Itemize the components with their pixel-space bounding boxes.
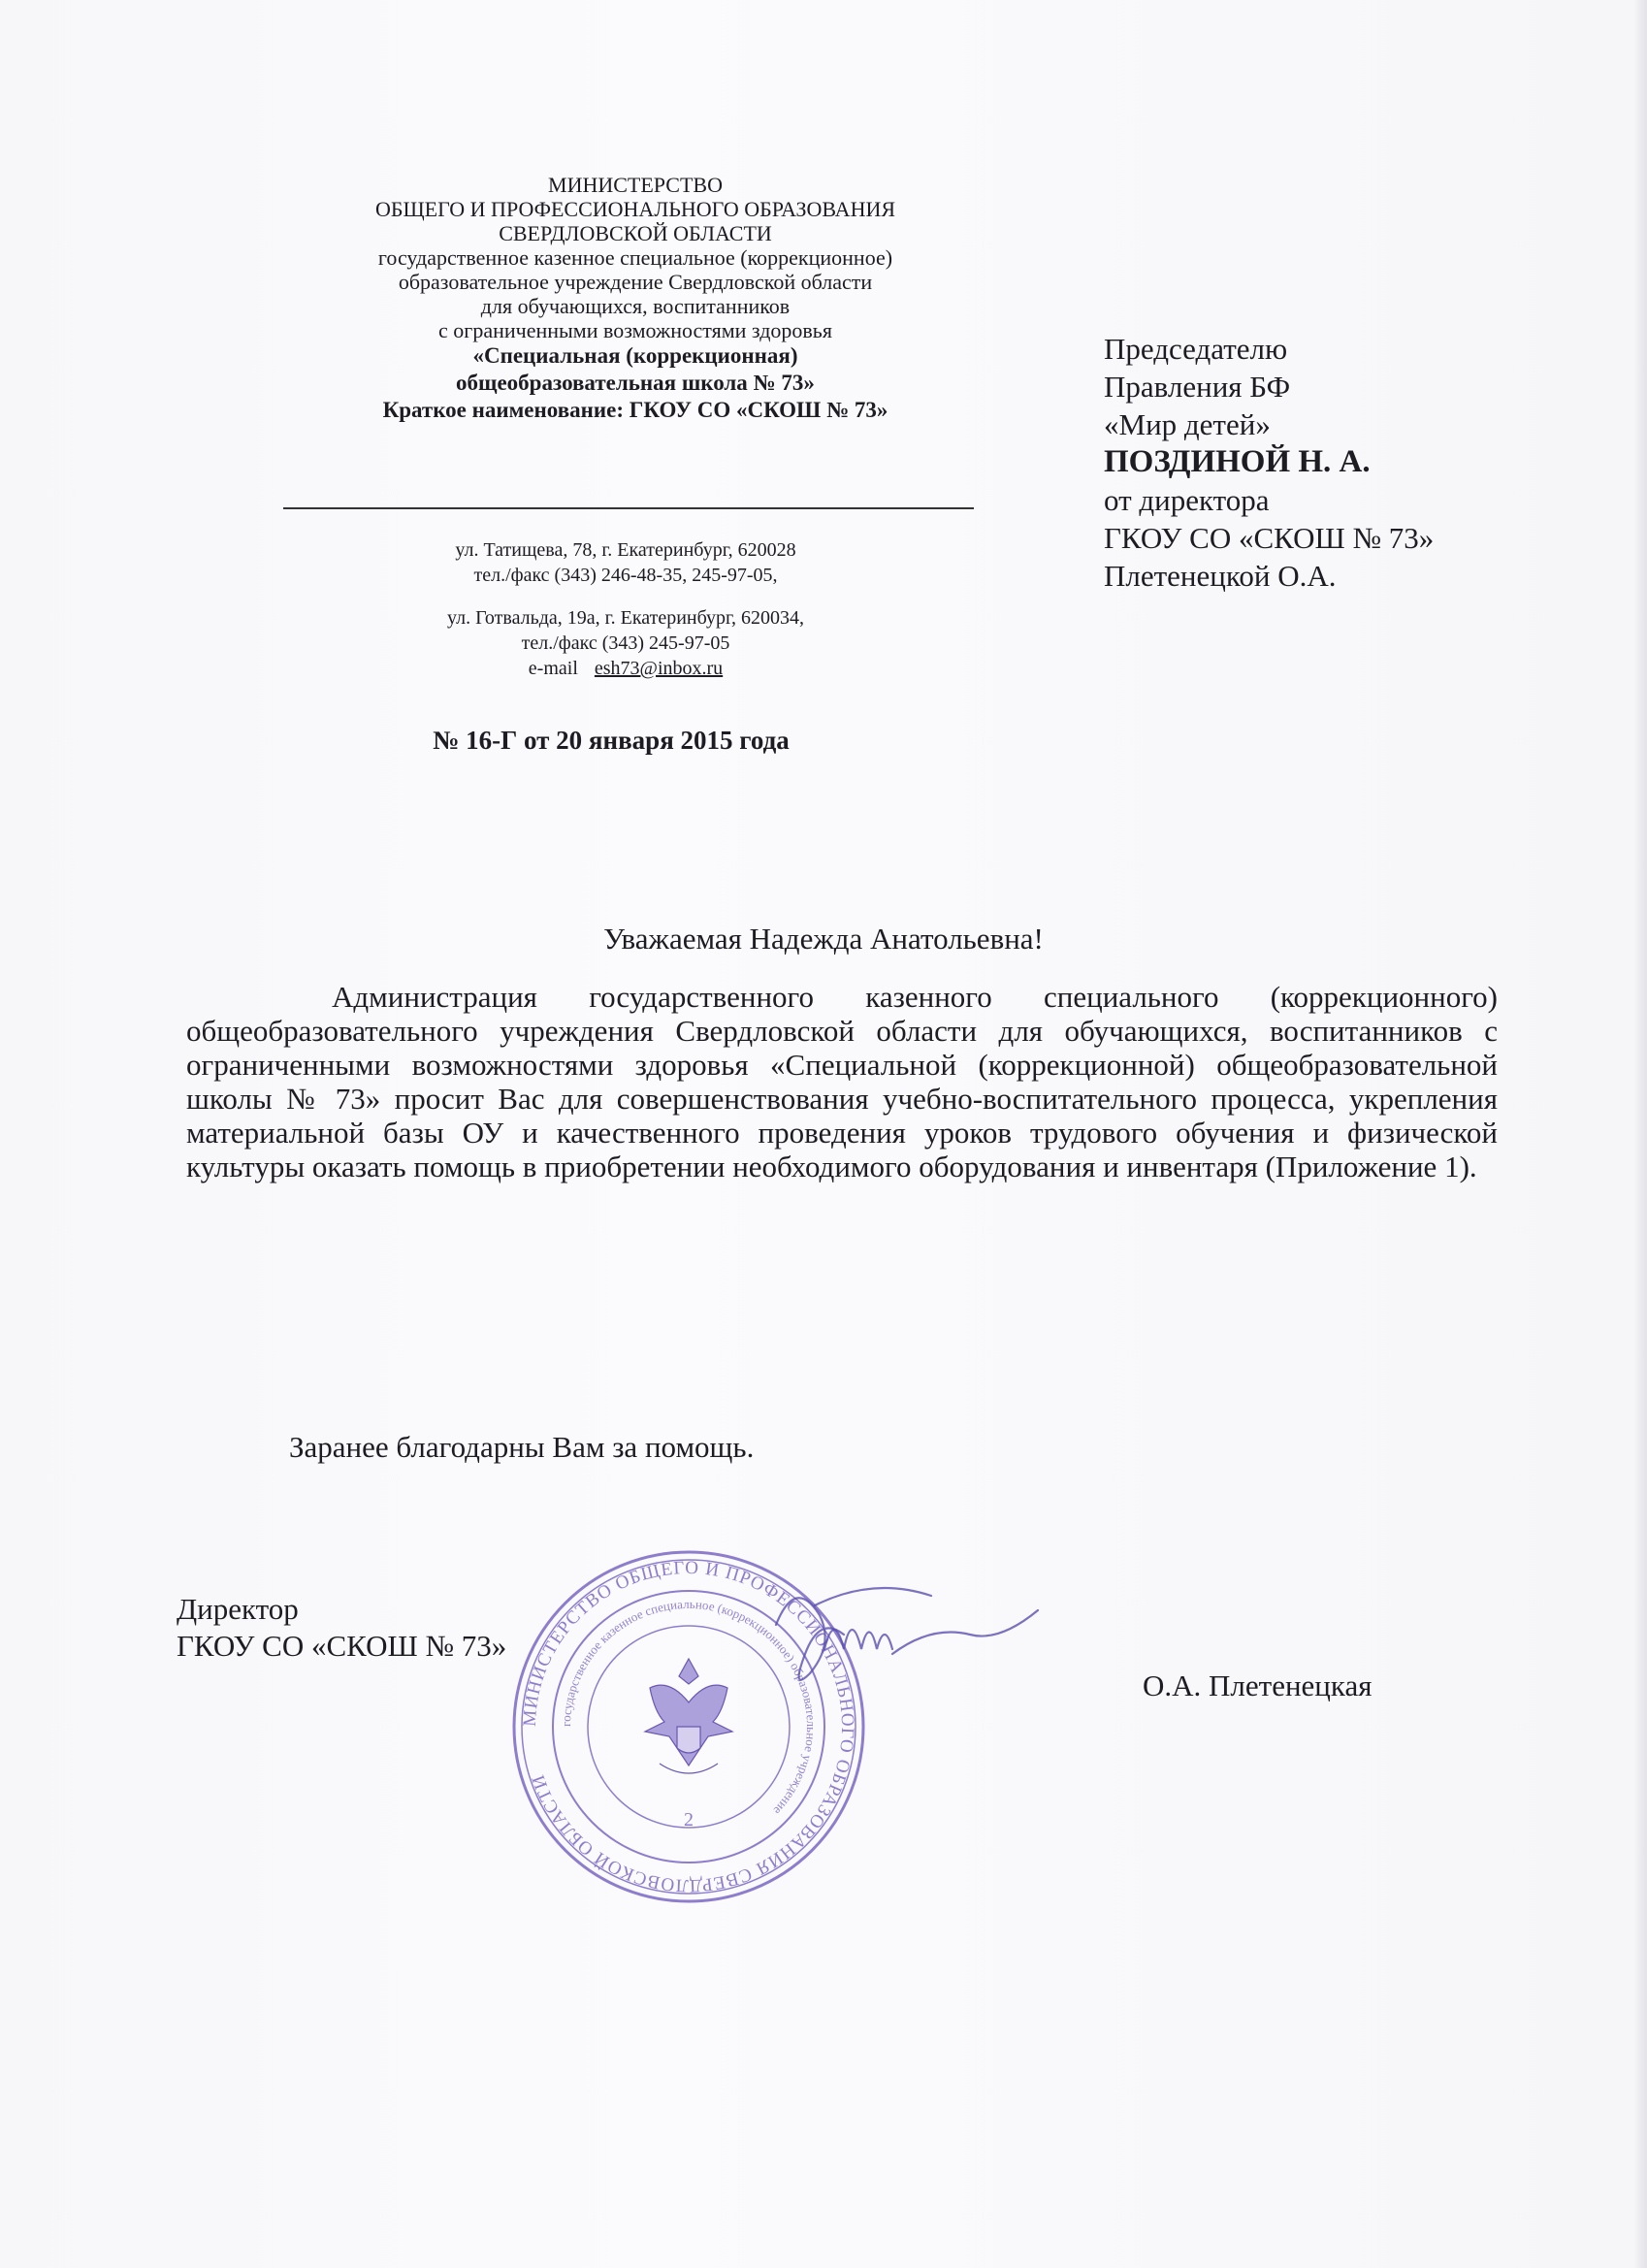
school-name-line: «Специальная (коррекционная) <box>472 343 798 368</box>
email-link[interactable]: esh73@inbox.ru <box>594 658 724 679</box>
address-block <box>330 537 921 681</box>
address-line: ул. Готвальда, 19а, г. Екатеринбург, 620034, <box>447 607 804 629</box>
letterhead-line: образовательное учреждение Свердловской области <box>398 270 873 294</box>
addressee-block <box>1104 330 1531 595</box>
page-edge-shadow <box>1633 0 1647 2268</box>
reference-number: № 16-Г от 20 января 2015 года <box>433 726 790 755</box>
signatory-title-line: ГКОУ СО «СКОШ № 73» <box>177 1629 507 1663</box>
phone-line: тел./факс (343) 245-97-05 <box>521 632 730 654</box>
handwritten-signature <box>757 1567 1048 1707</box>
addressee-line: Плетенецкой О.А. <box>1104 559 1337 593</box>
body-paragraph: Администрация государственного казенного специального (коррекционного) общеобразовательного учреждения Свердловской области для обучающихся, воспитанников с ограниченными возможностями здоровья «Специальной (коррекционной) общеобразовательной школы № 73» просит Вас для совершенствования учебно-воспитательного процесса, укрепления материальной базы ОУ и качественного проведения уроков трудового обучения и физической культуры оказать помощь в приобретении необходимого оборудования и инвентаря (Приложение 1). <box>186 980 1498 1183</box>
stamp-outer-text: МИНИСТЕРСТВО ОБЩЕГО И ПРОФЕССИОНАЛЬНОГО ОБРАЗОВАНИЯ СВЕРДЛОВСКОЙ ОБЛАСТИ <box>519 1557 858 1896</box>
addressee-line: Председателю <box>1104 332 1288 366</box>
addressee-line: Правления БФ <box>1104 370 1291 404</box>
salutation: Уважаемая Надежда Анатольевна! <box>603 922 1044 956</box>
address-line: ул. Татищева, 78, г. Екатеринбург, 620028 <box>455 539 796 561</box>
letterhead-divider <box>283 507 974 509</box>
letterhead-line: ОБЩЕГО И ПРОФЕССИОНАЛЬНОГО ОБРАЗОВАНИЯ <box>374 197 896 221</box>
short-name-line: Краткое наименование: ГКОУ СО «СКОШ № 73» <box>382 398 888 422</box>
email-label: e-mail <box>528 658 578 679</box>
coat-of-arms-icon <box>645 1659 732 1773</box>
letterhead-line: МИНИСТЕРСТВО <box>548 173 723 197</box>
thanks-line: Заранее благодарны Вам за помощь. <box>289 1430 755 1464</box>
letterhead-line: СВЕРДЛОВСКОЙ ОБЛАСТИ <box>499 221 772 245</box>
signatory-name: О.А. Плетенецкая <box>1143 1669 1372 1702</box>
letterhead-line: с ограниченными возможностями здоровья <box>438 318 832 342</box>
signatory-title-line: Директор <box>177 1592 299 1626</box>
addressee-line: ГКОУ СО «СКОШ № 73» <box>1104 521 1435 555</box>
stamp-inner-text: государственное казенное специальное (коррекционное) образовательное учреждение <box>558 1596 820 1819</box>
letterhead <box>281 173 989 424</box>
email-row <box>330 656 921 681</box>
letterhead-line: для обучающихся, воспитанников <box>480 294 791 318</box>
phone-line: тел./факс (343) 246-48-35, 245-97-05, <box>473 565 778 586</box>
letterhead-line: государственное казенное специальное (коррекционное) <box>377 245 893 270</box>
addressee-line: от директора <box>1104 483 1270 517</box>
signatory-title <box>177 1591 506 1665</box>
addressee-name: ПОЗДИНОЙ Н. А. <box>1104 444 1371 479</box>
stamp-center-number: 2 <box>684 1809 694 1831</box>
addressee-line: «Мир детей» <box>1104 407 1271 441</box>
school-name-line: общеобразовательная школа № 73» <box>456 371 815 395</box>
